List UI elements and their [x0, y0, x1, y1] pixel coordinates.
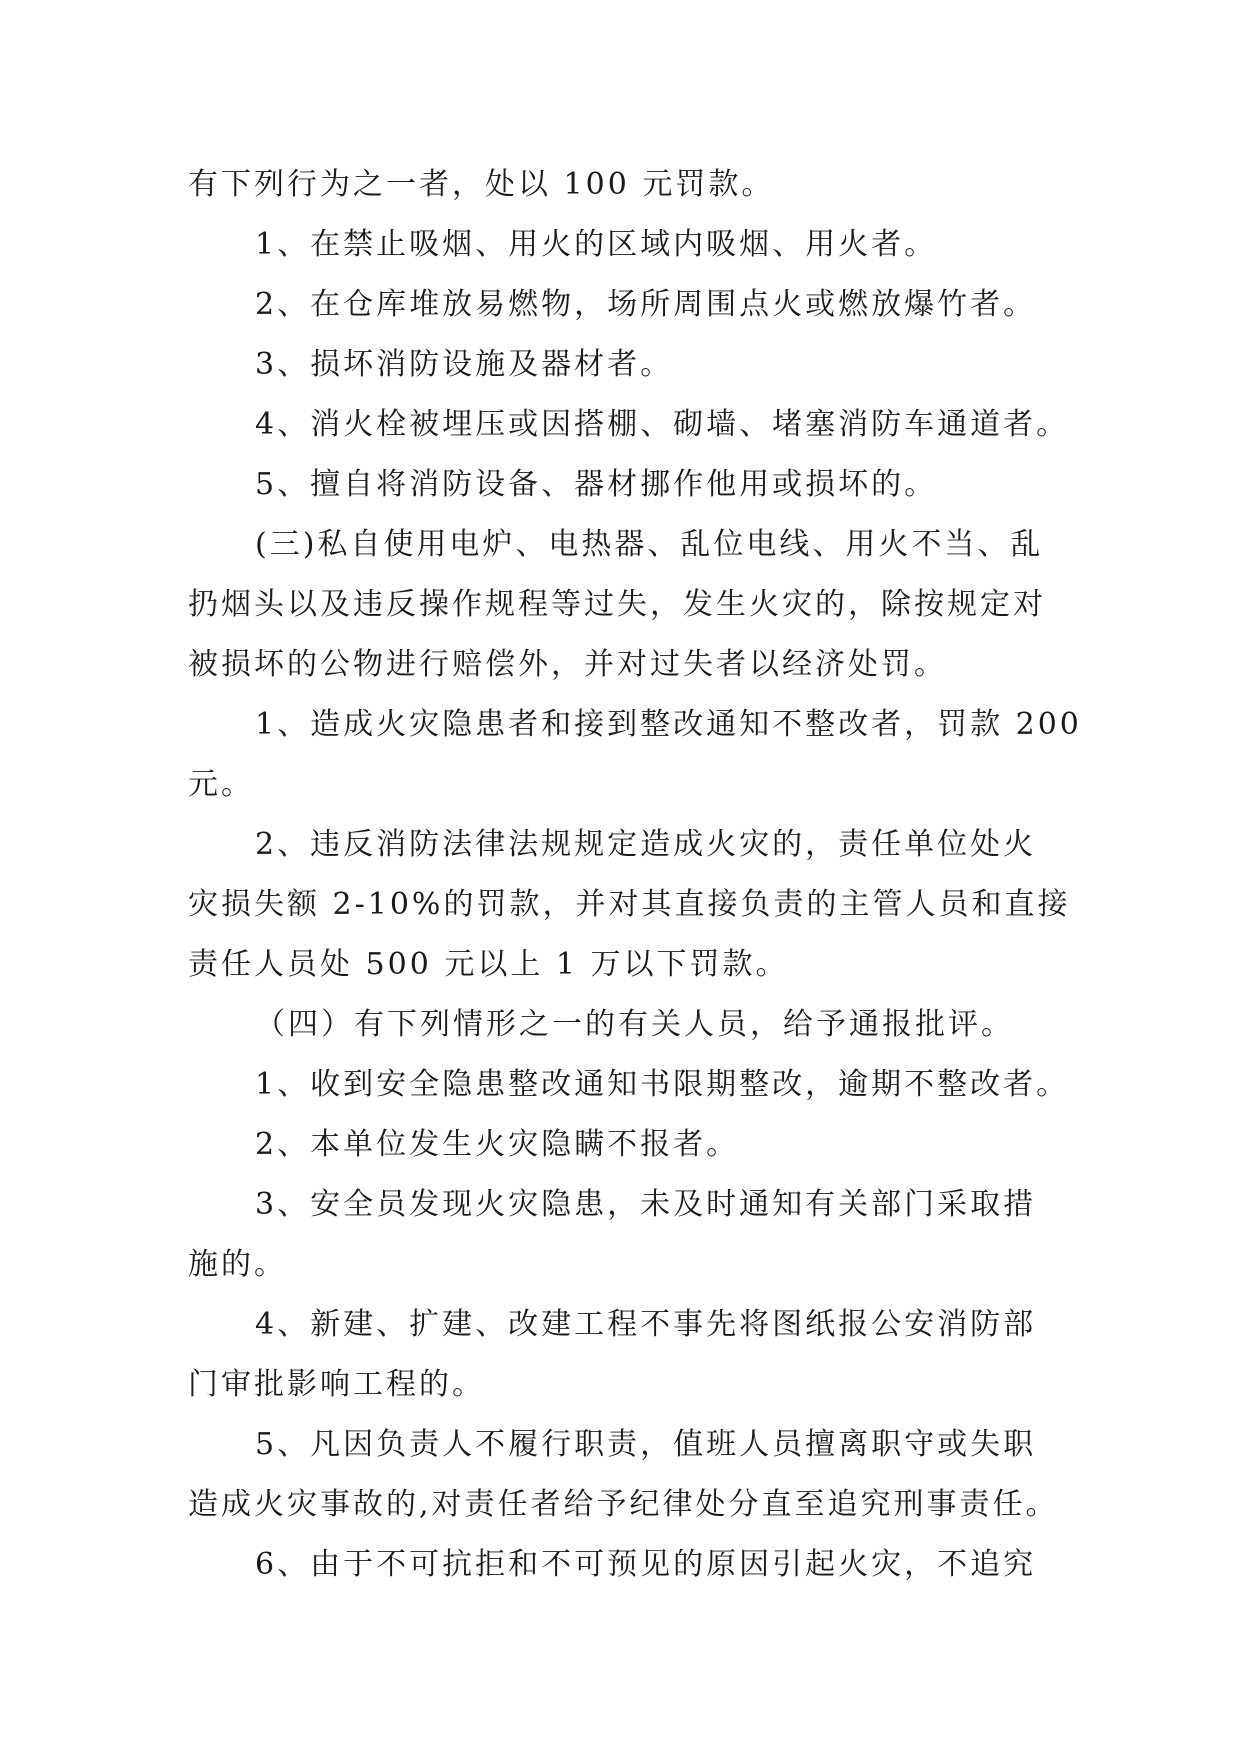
text-line: 3、损坏消防设施及器材者。: [255, 347, 674, 382]
text-line: 3、安全员发现火灾隐患，未及时通知有关部门采取措: [255, 1187, 1037, 1222]
text-line: 责任人员处 500 元以上 1 万以下罚款。: [188, 947, 789, 982]
text-line: 4、消火栓被埋压或因搭棚、砌墙、堵塞消防车通道者。: [255, 407, 1070, 442]
text-line: 4、新建、扩建、改建工程不事先将图纸报公安消防部: [255, 1307, 1037, 1342]
text-line: 1、收到安全隐患整改通知书限期整改，逾期不整改者。: [255, 1067, 1070, 1102]
section-heading-4: （四）有下列情形之一的有关人员，给予通报批评。: [255, 1007, 1014, 1042]
text-line: 被损坏的公物进行赔偿外，并对过失者以经济处罚。: [188, 647, 947, 682]
text-line: 5、擅自将消防设备、器材挪作他用或损坏的。: [255, 467, 938, 502]
text-line: 有下列行为之一者，处以 100 元罚款。: [188, 167, 775, 202]
text-line: 门审批影响工程的。: [188, 1367, 485, 1402]
text-line: 2、本单位发生火灾隐瞒不报者。: [255, 1127, 740, 1162]
text-line: 5、凡因负责人不履行职责，值班人员擅离职守或失职: [255, 1427, 1037, 1462]
section-heading-3: (三)私自使用电炉、电热器、乱位电线、用火不当、乱: [255, 527, 1044, 562]
text-line: 元。: [188, 767, 254, 802]
text-line: 1、造成火灾隐患者和接到整改通知不整改者，罚款 200: [255, 707, 1082, 742]
text-line: 施的。: [188, 1247, 287, 1282]
text-line: 1、在禁止吸烟、用火的区域内吸烟、用火者。: [255, 227, 938, 262]
text-line: 2、在仓库堆放易燃物，场所周围点火或燃放爆竹者。: [255, 287, 1037, 322]
text-line: 扔烟头以及违反操作规程等过失，发生火灾的，除按规定对: [188, 587, 1046, 622]
text-line: 造成火灾事故的,对责任者给予纪律处分直至追究刑事责任。: [188, 1487, 1059, 1522]
text-line: 灾损失额 2-10%的罚款，并对其直接负责的主管人员和直接: [188, 887, 1071, 922]
text-line: 2、违反消防法律法规规定造成火灾的，责任单位处火: [255, 827, 1037, 862]
text-line: 6、由于不可抗拒和不可预见的原因引起火灾，不追究: [255, 1547, 1037, 1582]
